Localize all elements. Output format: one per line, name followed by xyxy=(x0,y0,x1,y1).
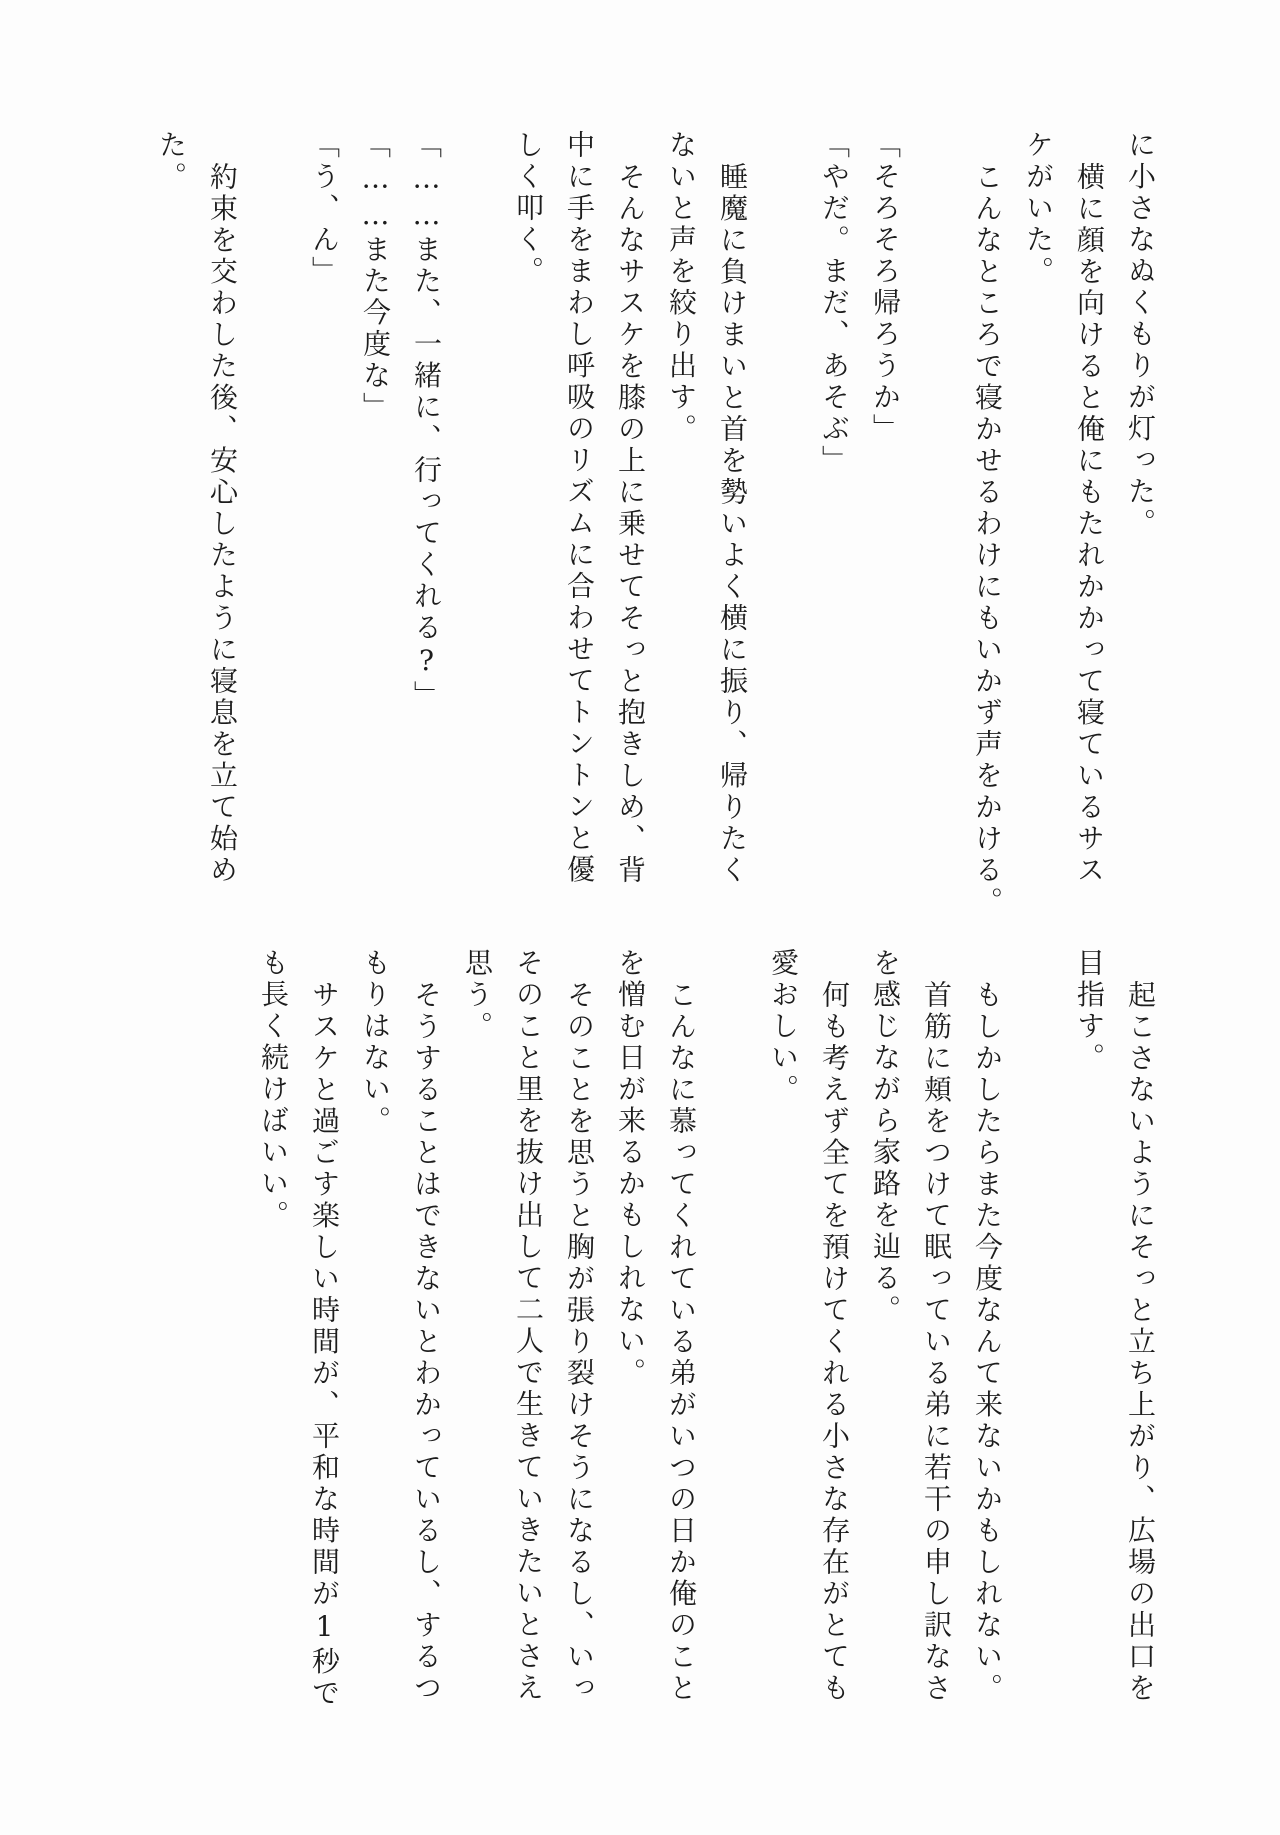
text-line: そのことを思うと胸が張り裂けそうになるし、いっ xyxy=(563,980,596,1705)
text-line: こんなところで寝かせるわけにもいかず声をかける。 xyxy=(971,162,1004,918)
text-line: もしかしたらまた今度なんて来ないかもしれない。 xyxy=(971,980,1004,1705)
text-line: 「やだ。まだ、あそぶ」 xyxy=(818,130,851,477)
text-line: しく叩く。 xyxy=(512,130,545,288)
text-line: 愛おしい。 xyxy=(767,948,800,1106)
upper-page-text-block xyxy=(146,130,1166,918)
text-line: 起こさないようにそっと立ち上がり、広場の出口を xyxy=(1124,980,1157,1705)
text-line: を感じながら家路を辿る。 xyxy=(869,948,902,1326)
text-line: 思う。 xyxy=(461,948,494,1043)
text-line: サスケと過ごす楽しい時間が、平和な時間が1秒で xyxy=(308,980,341,1710)
text-line: 約束を交わした後、安心したように寝息を立て始め xyxy=(206,162,239,887)
blank-line xyxy=(1013,948,1064,1710)
text-line: 中に手をまわし呼吸のリズムに合わせてトントンと優 xyxy=(563,130,596,886)
text-line: 「……また、一緒に、行ってくれる?」 xyxy=(410,130,443,712)
text-line: 目指す。 xyxy=(1073,948,1106,1074)
text-line: 睡魔に負けまいと首を勢いよく横に振り、帰りたく xyxy=(716,162,749,887)
text-line: 何も考えず全てを預けてくれる小さな存在がとても xyxy=(818,980,851,1705)
blank-line xyxy=(758,130,809,918)
text-line: 「……また今度な」 xyxy=(359,130,392,424)
blank-line xyxy=(452,130,503,918)
text-line: ないと声を絞り出す。 xyxy=(665,130,698,445)
text-line: こんなに慕ってくれている弟がいつの日か俺のこと xyxy=(665,980,698,1705)
text-line: もりはない。 xyxy=(359,948,392,1137)
blank-line xyxy=(707,948,758,1710)
text-line: そんなサスケを膝の上に乗せてそっと抱きしめ、背 xyxy=(614,162,647,887)
lower-page-text-block xyxy=(248,948,1166,1710)
text-line: ケがいた。 xyxy=(1022,130,1055,288)
text-line: そのこと里を抜け出して二人で生きていきたいとさえ xyxy=(512,948,545,1704)
blank-line xyxy=(248,130,299,918)
text-line: に小さなぬくもりが灯った。 xyxy=(1124,130,1157,540)
text-line: も長く続けばいい。 xyxy=(257,948,290,1232)
blank-line xyxy=(911,130,962,918)
text-line: そうすることはできないとわかっているし、するつ xyxy=(410,980,443,1705)
text-line: 首筋に頬をつけて眠っている弟に若干の申し訳なさ xyxy=(920,980,953,1705)
text-line: 横に顔を向けると俺にもたれかかって寝ているサス xyxy=(1073,162,1106,887)
text-line: 「そろそろ帰ろうか」 xyxy=(869,130,902,445)
text-line: た。 xyxy=(155,130,188,193)
text-line: を憎む日が来るかもしれない。 xyxy=(614,948,647,1389)
text-line: 「う、ん」 xyxy=(308,130,341,288)
